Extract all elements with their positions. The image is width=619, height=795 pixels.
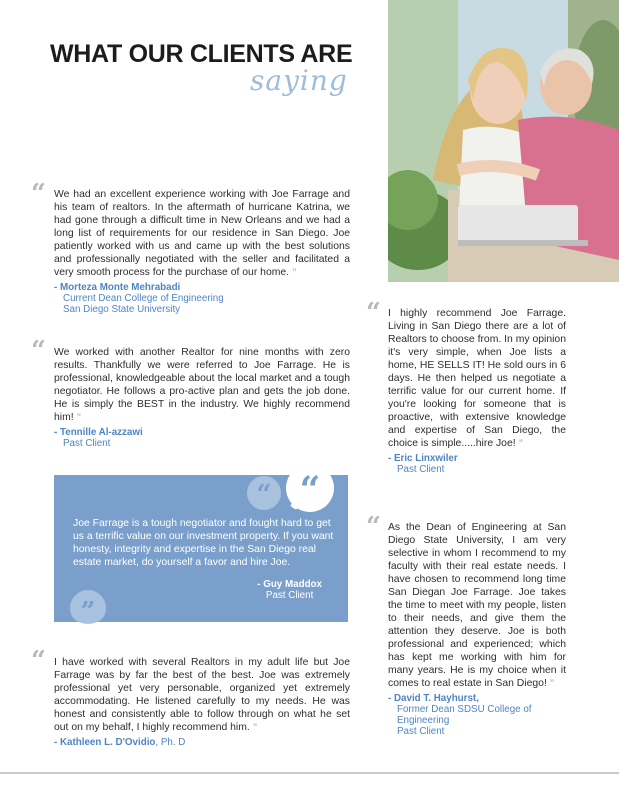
testimonial-morteza <box>54 188 350 315</box>
testimonial-text: As the Dean of Engineering at San Diego State University, I am very selective in whom I recommend to my faculty with their real estate needs. I have chosen to recommend long time San Diegan Joe Farrage. Joe takes the time to meet with my people, listen to their needs, and give them the attention they deserve. Joe is both professional and experienced; which has kept me working with him for many years. He is my choice when it comes to real estate in San Diego! ” <box>388 522 566 689</box>
testimonial-attribution: - David T. Hayhurst, Former Dean SDSU College of Engineering Past Client <box>388 693 532 737</box>
couple-photo <box>388 0 619 282</box>
callout-attribution: - Guy Maddox Past Client <box>257 579 322 601</box>
open-quote-icon: “ <box>31 646 46 676</box>
close-quote-icon: ” <box>252 722 258 732</box>
svg-text:“: “ <box>256 480 272 510</box>
close-quote-icon: ” <box>76 412 82 422</box>
testimonial-david <box>388 521 566 737</box>
speech-bubble-icon <box>282 463 338 513</box>
open-quote-icon: “ <box>31 179 46 209</box>
testimonial-text: We had an excellent experience working with Joe Farrage and his team of realtors. In the aftermath of hurricane Katrina, we had gone through a difficult time in New Orleans and we had a long list of requirements for our residence in San Diego. Joe patiently worked with us and came up with the best solutions and professionally negotiated with the seller and facilitated a very smooth process for the purchase of our home. ” <box>54 189 350 278</box>
testimonial-attribution: - Tennille Al-azzawi Past Client <box>54 427 143 449</box>
callout-text: Joe Farrage is a tough negotiator and fought hard to get us a terrific value on our investment property. If you want honesty, integrity and expertise in the San Diego real estate market, do yourself a favor and hire Joe. <box>73 518 334 568</box>
close-quote-icon: ” <box>292 267 297 277</box>
testimonial-kathleen <box>54 656 350 748</box>
svg-text:“: “ <box>299 469 321 511</box>
testimonial-text: We worked with another Realtor for nine months with zero results. Thankfully we were referred to Joe Farrage. He is professional, knowledgeable about the local market and a tough negotiator. He follows a pro-active plan and gets the job done. He is simply the BEST in the industry. We highly recommend him! ” <box>54 347 350 423</box>
testimonial-text: I have worked with several Realtors in my adult life but Joe Farrage was by far the best of the best. Joe was extremely professional yet very personable, organized yet extremely accommodating. He listened carefully to my needs. He was honest and consistently able to follow through on what he set out on my behalf, I highly recommend him. ” <box>54 657 350 733</box>
footer-divider <box>0 772 619 774</box>
page-subtitle-script: saying <box>250 64 348 97</box>
testimonial-tennille <box>54 346 350 449</box>
open-quote-icon: “ <box>366 512 381 542</box>
close-quote-icon: ” <box>518 438 524 448</box>
open-quote-icon: “ <box>366 298 381 328</box>
speech-bubble-icon <box>68 588 108 624</box>
testimonial-attribution: - Kathleen L. D'Ovidio, Ph. D <box>54 737 186 748</box>
testimonial-text: I highly recommend Joe Farrage. Living in San Diego there are a lot of Realtors to choose from. In my opinion it's very simple, when Joe lists a home, HE SELLS IT! He sold ours in 6 days. He then helped us negotiate a terrific value for our current home. If you're looking for someone that is proactive, with extensive knowledge and expertise of San Diego, the choice is simple.....hire Joe! ” <box>388 308 566 449</box>
svg-text:”: ” <box>80 597 96 624</box>
open-quote-icon: “ <box>31 336 46 366</box>
testimonial-eric <box>388 307 566 475</box>
featured-testimonial-callout <box>54 469 348 624</box>
testimonial-attribution: - Eric Linxwiler Past Client <box>388 453 458 475</box>
testimonial-attribution: - Morteza Monte Mehrabadi Current Dean College of Engineering San Diego State University <box>54 282 224 315</box>
page-title: WHAT OUR CLIENTS ARE <box>50 40 353 68</box>
close-quote-icon: ” <box>549 678 555 688</box>
couple-photo-illustration <box>388 0 619 282</box>
speech-bubble-icon <box>244 475 284 511</box>
